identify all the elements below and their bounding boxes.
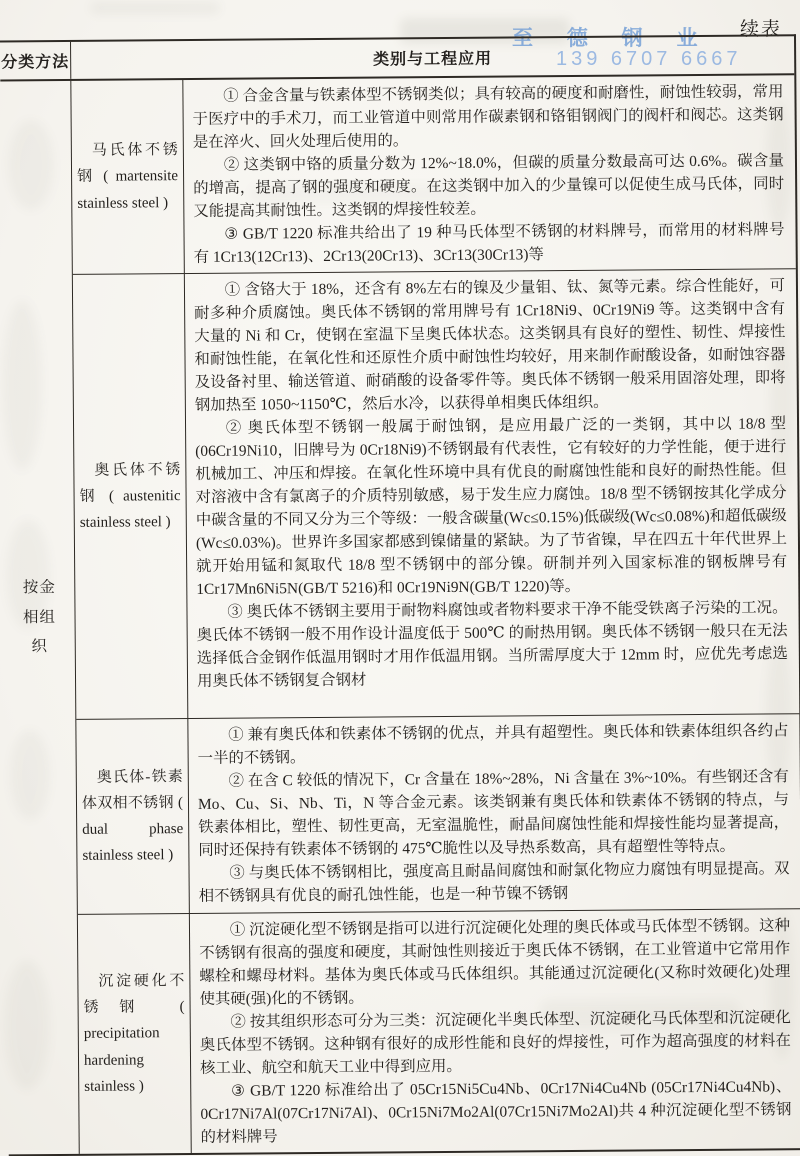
paragraph-1: ① 兼有奥氏体和铁素体不锈钢的优点，并具有超塑性。奥氏体和铁素体组织各约占一半的不锈钢。 bbox=[197, 722, 789, 767]
steel-type-label bbox=[82, 764, 184, 870]
steel-type-cell bbox=[73, 274, 188, 719]
paragraph-2: ② 奥氏体型不锈钢一般属于耐蚀钢，是应用最广泛的一类钢，其中以 18/8 型(06Cr19Ni10，旧牌号为 0Cr18Ni9)不锈钢最有代表性，它有较好的力学性能，便于进行机械加工、冲压和焊接。在氧化性环境中具有优良的耐腐蚀性能和良好的耐热性能。但对溶液中含有氯离子的介质特别敏感，易于发生应力腐蚀。18/8 型不锈钢按其化学成分中碳含量的不同又分为三个等级：一般含碳量(Wc≤0.15%)低碳级(Wc≤0.08%)和超低碳级(Wc≤0.03%)。世界许多国家都感到镍储量的紧缺。为了节省镍，早在四五十年代世界上就开始用锰和氮取代 18/8 型不锈钢中的部分镍。研制并列入国家标准的钢板牌号有 1Cr17Mn6Ni5N(GB/T 5216)和 0Cr19Ni9N(GB/T 1220)等。 bbox=[195, 415, 788, 598]
steel-type-cell bbox=[76, 719, 190, 914]
watermark-company-text: 至 德 钢 业 bbox=[512, 27, 712, 50]
method-group-cell bbox=[0, 81, 79, 1155]
paragraph-3: ③ 奥氏体不锈钢主要用于耐物料腐蚀或者物料要求干净不能受铁离子污染的工况。奥氏体不锈钢一般不用作设计温度低于 500℃ 的耐热用钢。奥氏体不锈钢一般只在无法选择低合金钢作低温用钢时才用作低温用钢。当所需厚度大于 12mm 时，应优先考虑选用奥氏体不锈钢复合钢材 bbox=[196, 599, 788, 690]
table-rows bbox=[71, 75, 800, 1154]
table-header-row bbox=[0, 36, 794, 81]
table-row-precipitation-hardening bbox=[78, 909, 800, 1154]
paragraph-3: ③ GB/T 1220 标准共给出了 19 种马氏体型不锈钢的材料牌号，而常用的材料牌号有 1Cr13(12Cr13)、2Cr13(20Cr13)、3Cr13(30Cr13)等 bbox=[193, 221, 785, 266]
paragraph-1: ① 沉淀硬化型不锈钢是指可以进行沉淀硬化处理的奥氏体或马氏体型不锈钢。这种不锈钢有很高的强度和硬度，其耐蚀性则接近于奥氏体不锈钢，在工业管道中它常用作螺栓和螺母材料。基体为奥氏体或马氏体组织。其能通过沉淀硬化(又称时效硬化)处理使其硬(强)化的不锈钢。 bbox=[199, 917, 791, 1008]
description-cell bbox=[183, 75, 795, 273]
table-row-martensite bbox=[71, 75, 796, 275]
description-cell bbox=[188, 714, 800, 913]
steel-type-name-cn: 奥氏体不锈钢 bbox=[79, 461, 181, 505]
continued-table-label: 续表 bbox=[739, 19, 782, 40]
bleed-mark bbox=[90, 2, 220, 14]
paragraph-2: ② 按其组织形态可分为三类：沉淀硬化半奥氏体型、沉淀硬化马氏体型和沉淀硬化奥氏体型不锈钢。这种钢有很好的成形性能和良好的焊接性，可作为超高强度的材料在核工业、航空和航天工业中得到应用。 bbox=[199, 1009, 791, 1077]
header-cell-classification-method: 分类方法 bbox=[0, 42, 71, 80]
method-group-label: 按金相组织 bbox=[22, 579, 57, 656]
paragraph-2: ② 在含 C 较低的情况下，Cr 含量在 18%~28%，Ni 含量在 3%~10%。有些钢还含有 Mo、Cu、Si、Nb、Ti，N 等合金元素。该类钢兼有奥氏体和铁素体不锈钢的特点，与铁素体相比，塑性、韧性更高，无室温脆性，耐晶间腐蚀性能和焊接性能均显著提高，同时还保持有铁素体不锈钢的 475℃脆性以及导热系数高，具有超塑性等特点。 bbox=[197, 768, 790, 859]
steel-type-cell bbox=[78, 914, 192, 1154]
paragraph-1: ① 含铬大于 18%，还含有 8%左右的镍及少量钼、钛、氮等元素。综合性能好，可耐多种介质腐蚀。奥氏体不锈钢的常用牌号有 1Cr18Ni9、0Cr19Ni9 等。这类钢中含有大量的 Ni 和 Cr，使钢在室温下呈奥氏体状态。这类钢具有良好的塑性、韧性、焊接性和耐蚀性能，在氧化性和还原性介质中耐蚀性均较好，用来制作耐酸设备，如耐蚀容器及设备衬里、输送管道、耐硝酸的设备零件等。奥氏体不锈钢一般采用固溶处理，即将钢加热至 1050~1150℃，然后水冷，以获得单相奥氏体组织。 bbox=[194, 277, 786, 414]
paragraph-1: ① 合金含量与铁素体型不锈钢类似；具有较高的硬度和耐磨性，耐蚀性较弱，常用于医疗中的手术刀，而工业管道中则常用作碳素钢和铬钼钢阀门的阀杆和阀芯。这类钢是在淬火、回火处理后使用的。 bbox=[192, 83, 784, 151]
table-row-austenitic bbox=[73, 269, 799, 720]
paragraph-3: ③ GB/T 1220 标准给出了 05Cr15Ni5Cu4Nb、0Cr17Ni4Cu4Nb (05Cr17Ni4Cu4Nb)、0Cr17Ni7Al(07Cr17Ni7Al)、0Cr15Ni7Mo2Al(07Cr15Ni7Mo2Al)共 4 种沉淀硬化型不锈钢的材料牌号 bbox=[200, 1078, 792, 1146]
steel-type-label bbox=[77, 137, 179, 217]
description-cell bbox=[185, 269, 799, 718]
paragraph-2: ② 这类钢中铬的质量分数为 12%~18.0%，但碳的质量分数最高可达 0.6%。碳含量的增高，提高了钢的强度和硬度。在这类钢中加入的少量镍可以促使生成马氏体，同时又能提高其耐蚀性。这类钢的焊接性较差。 bbox=[193, 152, 785, 220]
table-row-dual-phase bbox=[76, 714, 800, 915]
table-body bbox=[0, 75, 800, 1154]
description-cell bbox=[190, 909, 800, 1153]
steel-type-name-cn: 马氏体不锈钢 bbox=[77, 142, 178, 186]
steel-type-name-en: ( dual phase stainless steel ) bbox=[82, 794, 184, 865]
paragraph-3: ③ 与奥氏体不锈钢相比，强度高且耐晶间腐蚀和耐氯化物应力腐蚀有明显提高。双相不锈钢具有优良的耐孔蚀性能，也是一种节镍不锈钢 bbox=[198, 860, 790, 905]
steel-type-name-en: ( austenitic stainless steel ) bbox=[79, 487, 181, 531]
steel-type-name-cn: 奥氏体-铁素体双相不锈钢 bbox=[81, 768, 183, 812]
steel-type-label bbox=[83, 968, 185, 1100]
watermark-phone-number: 139 6707 6667 bbox=[556, 48, 742, 70]
steel-type-name-en: ( martensite stainless steel ) bbox=[77, 168, 179, 212]
steel-type-cell bbox=[71, 80, 185, 274]
steel-type-label bbox=[79, 457, 181, 537]
steel-type-name-cn: 沉淀硬化不锈钢 bbox=[83, 972, 185, 1016]
header-cell-category-application: 类别与工程应用 bbox=[373, 50, 493, 69]
steel-type-name-en: ( precipitation hardening stainless ) bbox=[83, 999, 185, 1095]
steel-classification-table bbox=[0, 34, 800, 1156]
